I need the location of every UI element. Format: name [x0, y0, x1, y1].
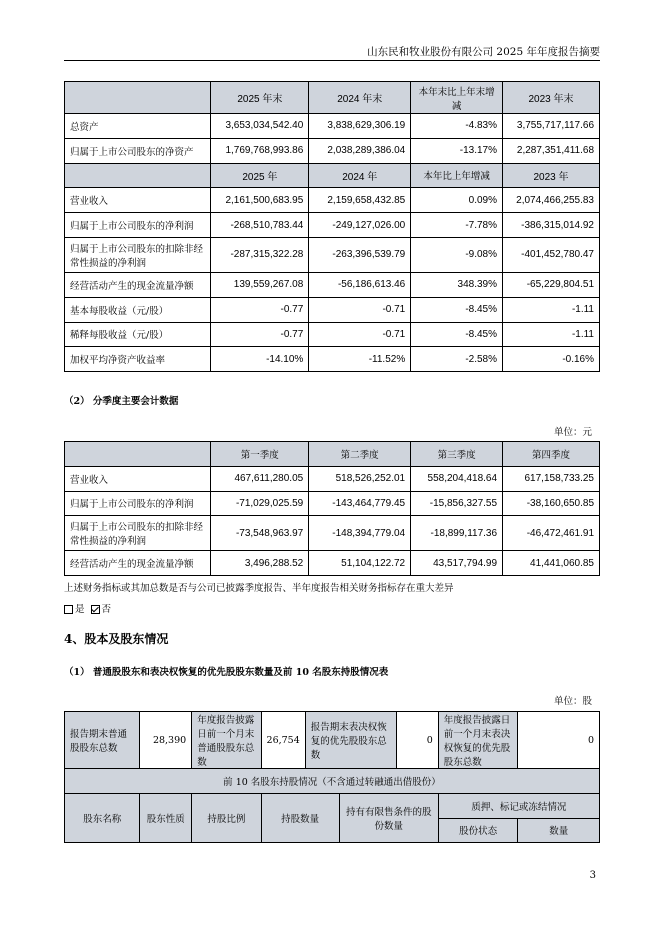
header-cell: 本年比上年增减 — [411, 163, 503, 188]
row-label: 经营活动产生的现金流量净额 — [65, 272, 211, 297]
cell-value: 28,390 — [140, 712, 192, 769]
cell-value: -13.17% — [411, 138, 503, 163]
cell-value: 467,611,280.05 — [211, 466, 309, 491]
cell-value: 3,496,288.52 — [211, 551, 309, 576]
row-label: 营业收入 — [65, 188, 211, 213]
header-cell — [65, 82, 211, 114]
header-cell: 质押、标记或冻结情况 — [438, 793, 599, 818]
cell-value: -386,315,014.92 — [503, 213, 600, 238]
header-cell: 本年末比上年末增减 — [411, 82, 503, 114]
header-cell: 第一季度 — [211, 442, 309, 467]
header-cell: 报告期末普通股股东总数 — [65, 712, 140, 769]
cell-value: -71,029,025.59 — [211, 491, 309, 516]
cell-value: 2,161,500,683.95 — [211, 188, 309, 213]
cell-value: -8.45% — [411, 322, 503, 347]
header-cell: 前 10 名股东持股情况（不含通过转融通出借股份） — [65, 769, 600, 794]
page-header: 山东民和牧业股份有限公司 2025 年年度报告摘要 — [367, 46, 600, 58]
table-row — [65, 466, 600, 491]
option-yes: 是 — [75, 604, 85, 615]
table-row — [65, 491, 600, 516]
header-cell: 持有有限售条件的股份数量 — [339, 793, 438, 843]
header-cell: 2025 年 — [211, 163, 309, 188]
header-cell — [65, 442, 211, 467]
header-cell: 报告期末表决权恢复的优先股股东总数 — [305, 712, 396, 769]
unit-label: 单位：元 — [553, 427, 592, 438]
cell-value: -287,315,322.28 — [211, 237, 309, 272]
row-label: 基本每股收益（元/股） — [65, 297, 211, 322]
cell-value: 2,287,351,411.68 — [503, 138, 600, 163]
table-header-row — [65, 793, 600, 818]
cell-value: 3,755,717,117.66 — [503, 114, 600, 139]
section-heading: 4、股本及股东情况 — [64, 632, 169, 646]
cell-value: 348.39% — [411, 272, 503, 297]
quarterly-table — [64, 441, 600, 576]
cell-value: 2,038,289,386.04 — [309, 138, 411, 163]
table-row — [65, 237, 600, 272]
row-label: 总资产 — [65, 114, 211, 139]
header-cell: 第四季度 — [503, 442, 600, 467]
cell-value: 0 — [518, 712, 600, 769]
cell-value: -0.16% — [503, 347, 600, 372]
header-cell: 股东性质 — [140, 793, 192, 843]
page-number: 3 — [589, 870, 596, 881]
header-cell: 2025 年末 — [211, 82, 309, 114]
cell-value: 3,838,629,306.19 — [309, 114, 411, 139]
cell-value: -0.71 — [309, 322, 411, 347]
cell-value: -56,186,613.46 — [309, 272, 411, 297]
row-label: 归属于上市公司股东的净资产 — [65, 138, 211, 163]
header-cell: 第二季度 — [309, 442, 411, 467]
cell-value: -0.77 — [211, 322, 309, 347]
table-row — [65, 213, 600, 238]
header-cell: 第三季度 — [411, 442, 503, 467]
row-label: 营业收入 — [65, 466, 211, 491]
cell-value: -4.83% — [411, 114, 503, 139]
cell-value: 3,653,034,542.40 — [211, 114, 309, 139]
discrepancy-question: 上述财务指标或其加总数是否与公司已披露季度报告、半年度报告相关财务指标存在重大差异 — [64, 583, 454, 594]
table-row — [65, 712, 600, 769]
cell-value: -0.71 — [309, 297, 411, 322]
cell-value: -268,510,783.44 — [211, 213, 309, 238]
cell-value: -9.08% — [411, 237, 503, 272]
cell-value: -14.10% — [211, 347, 309, 372]
header-cell: 股份状态 — [438, 818, 518, 843]
cell-value: -1.11 — [503, 322, 600, 347]
header-cell: 数量 — [518, 818, 600, 843]
table-row — [65, 188, 600, 213]
cell-value: 139,559,267.08 — [211, 272, 309, 297]
table-row — [65, 272, 600, 297]
checkbox-unchecked-icon — [64, 605, 73, 614]
table-row — [65, 551, 600, 576]
cell-value: 617,158,733.25 — [503, 466, 600, 491]
cell-value: -249,127,026.00 — [309, 213, 411, 238]
row-label: 归属于上市公司股东的扣除非经常性损益的净利润 — [65, 516, 211, 551]
cell-value: 2,159,658,432.85 — [309, 188, 411, 213]
cell-value: -143,464,779.45 — [309, 491, 411, 516]
checkbox-checked-icon — [91, 605, 100, 614]
row-label: 归属于上市公司股东的净利润 — [65, 213, 211, 238]
cell-value: -2.58% — [411, 347, 503, 372]
header-cell: 2023 年 — [503, 163, 600, 188]
header-cell: 持股数量 — [261, 793, 339, 843]
cell-value: -65,229,804.51 — [503, 272, 600, 297]
discrepancy-options — [64, 601, 111, 615]
cell-value: -401,452,780.47 — [503, 237, 600, 272]
row-label: 稀释每股收益（元/股） — [65, 322, 211, 347]
table-row — [65, 114, 600, 139]
cell-value: 558,204,418.64 — [411, 466, 503, 491]
header-cell: 年度报告披露日前一个月末表决权恢复的优先股股东总数 — [438, 712, 518, 769]
row-label: 加权平均净资产收益率 — [65, 347, 211, 372]
table-row — [65, 322, 600, 347]
header-cell: 2023 年末 — [503, 82, 600, 114]
cell-value: -1.11 — [503, 297, 600, 322]
cell-value: 2,074,466,255.83 — [503, 188, 600, 213]
table-header-row — [65, 769, 600, 794]
cell-value: -38,160,650.85 — [503, 491, 600, 516]
cell-value: 41,441,060.85 — [503, 551, 600, 576]
cell-value: -73,548,963.97 — [211, 516, 309, 551]
unit-label: 单位：股 — [553, 696, 592, 707]
table-header-row — [65, 163, 600, 188]
cell-value: 0.09% — [411, 188, 503, 213]
cell-value: 43,517,794.99 — [411, 551, 503, 576]
row-label: 经营活动产生的现金流量净额 — [65, 551, 211, 576]
header-cell: 股东名称 — [65, 793, 140, 843]
cell-value: -8.45% — [411, 297, 503, 322]
shareholder-table — [64, 711, 600, 843]
header-cell: 2024 年 — [309, 163, 411, 188]
cell-value: 0 — [396, 712, 438, 769]
cell-value: 518,526,252.01 — [309, 466, 411, 491]
cell-value: 1,769,768,993.86 — [211, 138, 309, 163]
row-label: 归属于上市公司股东的扣除非经常性损益的净利润 — [65, 237, 211, 272]
cell-value: 51,104,122.72 — [309, 551, 411, 576]
cell-value: -15,856,327.55 — [411, 491, 503, 516]
header-rule — [64, 60, 600, 61]
table-row — [65, 297, 600, 322]
header-cell: 持股比例 — [192, 793, 261, 843]
cell-value: -18,899,117.36 — [411, 516, 503, 551]
cell-value: -46,472,461.91 — [503, 516, 600, 551]
table-header-row — [65, 442, 600, 467]
cell-value: 26,754 — [261, 712, 305, 769]
header-cell: 2024 年末 — [309, 82, 411, 114]
table-row — [65, 516, 600, 551]
header-cell: 年度报告披露日前一个月末普通股股东总数 — [192, 712, 261, 769]
table-row — [65, 347, 600, 372]
cell-value: -7.78% — [411, 213, 503, 238]
header-cell — [65, 163, 211, 188]
main-financial-table — [64, 81, 600, 372]
section-heading: （2） 分季度主要会计数据 — [64, 396, 179, 407]
cell-value: -0.77 — [211, 297, 309, 322]
cell-value: -263,396,539.79 — [309, 237, 411, 272]
option-no: 否 — [101, 604, 112, 615]
cell-value: -148,394,779.04 — [309, 516, 411, 551]
table-header-row — [65, 82, 600, 114]
row-label: 归属于上市公司股东的净利润 — [65, 491, 211, 516]
cell-value: -11.52% — [309, 347, 411, 372]
section-heading: （1） 普通股股东和表决权恢复的优先股股东数量及前 10 名股东持股情况表 — [64, 667, 389, 678]
table-row — [65, 138, 600, 163]
